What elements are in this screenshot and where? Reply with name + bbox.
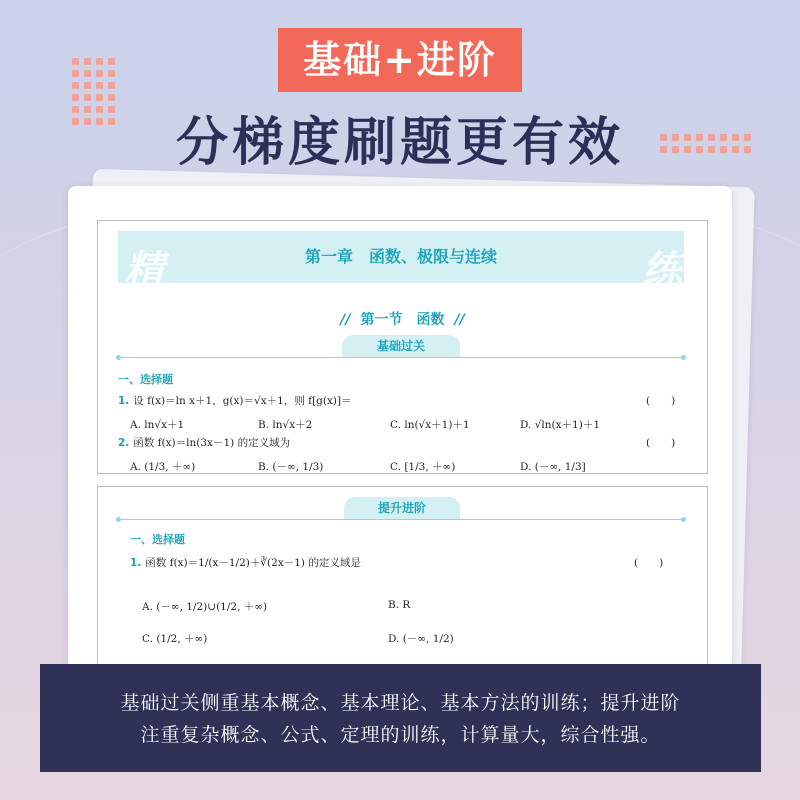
dot-decoration xyxy=(108,82,115,89)
chapter-header-band xyxy=(118,231,684,294)
option-d: D. (－∞, 1/2) xyxy=(388,633,454,645)
dot-decoration xyxy=(84,58,91,65)
option-a: A. (1/3, ＋∞) xyxy=(130,461,196,473)
part-heading: 一、选择题 xyxy=(130,533,185,546)
dot-decoration xyxy=(96,70,103,77)
dot-decoration xyxy=(72,70,79,77)
option-b: B. R xyxy=(388,599,411,611)
tab-divider-line xyxy=(118,519,684,520)
question-stem: 函数 f(x)＝1/(x－1/2)＋∛(2x－1) 的定义域是 xyxy=(145,557,361,569)
question-1 xyxy=(118,393,352,408)
option-c: C. ln(√x＋1)＋1 xyxy=(390,419,470,431)
option-d: D. √ln(x＋1)＋1 xyxy=(520,419,601,431)
chapter-title: 第一章 函数、极限与连续 xyxy=(304,247,497,266)
dot-decoration xyxy=(72,58,79,65)
option-a: A. ln√x＋1 xyxy=(130,419,185,431)
dot-decoration xyxy=(72,82,79,89)
worksheet-page-basic xyxy=(97,220,708,474)
question-1 xyxy=(130,555,361,570)
banner-line-2: 注重复杂概念、公式、定理的训练，计算量大，综合性强。 xyxy=(140,724,661,746)
banner-line-1: 基础过关侧重基本概念、基本理论、基本方法的训练；提升进阶 xyxy=(120,692,681,714)
dot-decoration xyxy=(108,70,115,77)
worksheet-page-advanced xyxy=(97,486,708,678)
question-number: 1. xyxy=(130,557,142,569)
question-number: 2. xyxy=(118,437,130,449)
option-a: A. (－∞, 1/2)∪(1/2, ＋∞) xyxy=(142,601,268,613)
question-stem: 函数 f(x)＝ln(3x－1) 的定义域为 xyxy=(133,437,291,449)
dot-decoration xyxy=(84,70,91,77)
badge-label: 基础+进阶 xyxy=(278,28,522,92)
tab-basic: 基础过关 xyxy=(342,335,460,357)
option-b: B. (－∞, 1/3) xyxy=(258,461,324,473)
option-d: D. (－∞, 1/3] xyxy=(520,461,586,473)
slash-decoration-right: // xyxy=(454,312,465,328)
question-stem: 设 f(x)＝ln x＋1，g(x)＝√x＋1，则 f[g(x)]＝ xyxy=(133,395,352,407)
decorative-char-left: 精 xyxy=(124,247,164,294)
answer-bracket: ( ) xyxy=(646,437,676,449)
dot-decoration xyxy=(96,58,103,65)
tab-divider-line xyxy=(118,357,684,358)
slash-decoration-left: // xyxy=(340,312,351,328)
description-banner xyxy=(40,664,761,772)
question-2 xyxy=(118,435,290,450)
headline: 分梯度刷题更有效 xyxy=(175,112,624,173)
question-number: 1. xyxy=(118,395,130,407)
section-title-text: 第一节 函数 xyxy=(360,312,445,328)
option-c: C. (1/2, ＋∞) xyxy=(142,633,208,645)
dot-decoration xyxy=(96,82,103,89)
option-b: B. ln√x＋2 xyxy=(258,419,313,431)
dot-decoration xyxy=(84,82,91,89)
section-title xyxy=(98,309,707,329)
decorative-char-right: 练 xyxy=(642,247,682,294)
answer-bracket: ( ) xyxy=(634,557,664,569)
answer-bracket: ( ) xyxy=(646,395,676,407)
dot-decoration xyxy=(108,58,115,65)
option-c: C. [1/3, ＋∞) xyxy=(390,461,456,473)
tab-advanced: 提升进阶 xyxy=(344,497,460,519)
part-heading: 一、选择题 xyxy=(118,373,173,386)
